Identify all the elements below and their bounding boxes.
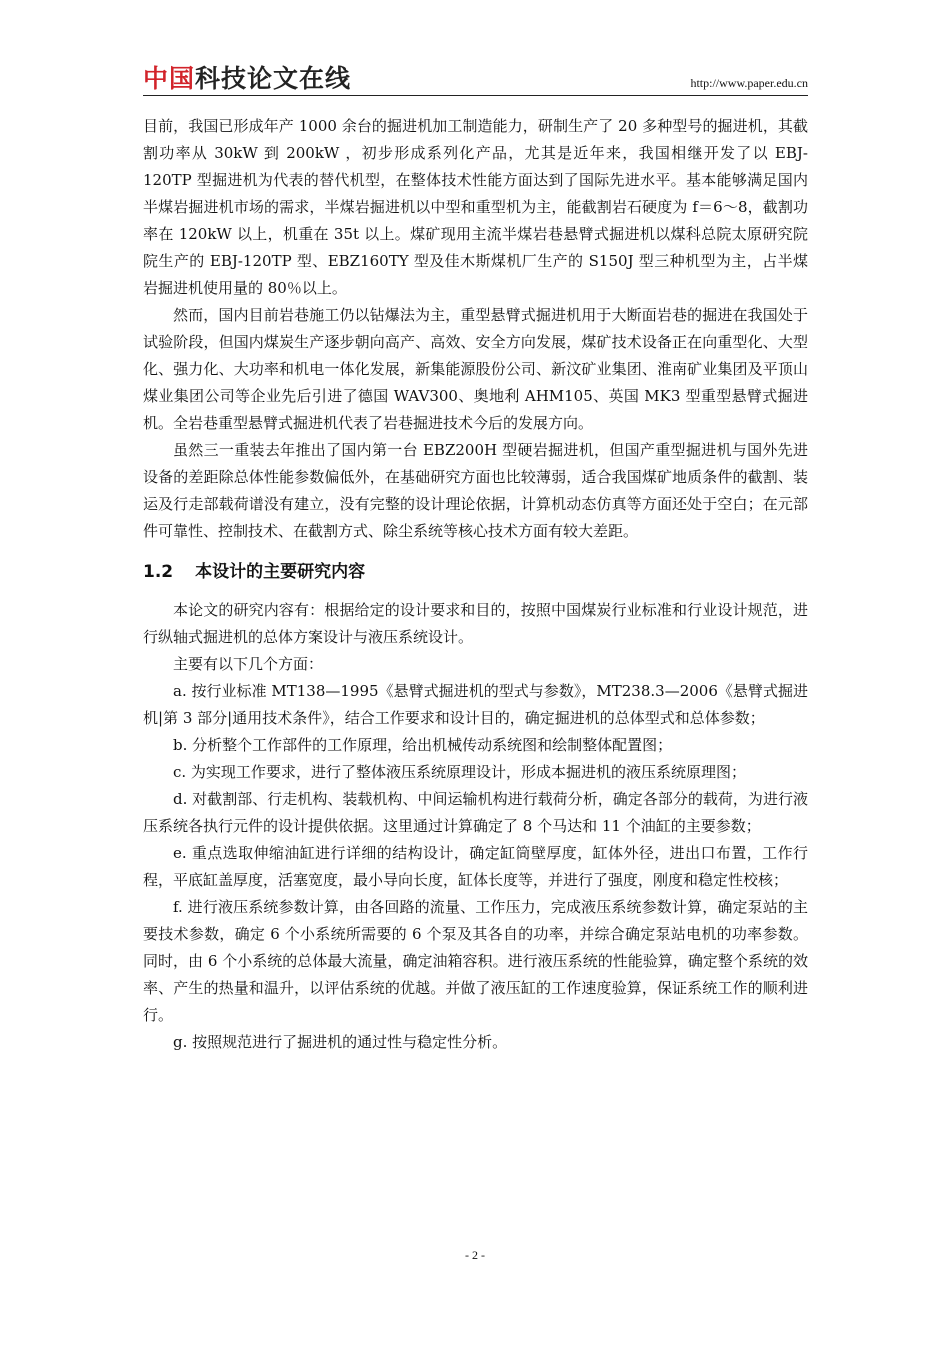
- page-number: - 2 -: [465, 1248, 485, 1262]
- section-title: 本设计的主要研究内容: [195, 562, 366, 582]
- list-item-e: e. 重点选取伸缩油缸进行详细的结构设计，确定缸筒壁厚度，缸体外径，进出口布置，工作行程，平底缸盖厚度，活塞宽度，最小导向长度，缸体长度等，并进行了强度，刚度和稳定性校核；: [143, 844, 808, 889]
- body-paragraph: 虽然三一重装去年推出了国内第一台 EBZ200H 型硬岩掘进机，但国产重型掘进机与国外先进设备的差距除总体性能参数偏低外，在基础研究方面也比较薄弱，适合我国煤矿地质条件的截割、装运及行走部载荷谱没有建立，没有完整的设计理论依据，计算机动态仿真等方面还处于空白；在元部件可靠性、控制技术、在截割方式、除尘系统等核心技术方面有较大差距。: [143, 441, 808, 540]
- document-body: [143, 113, 808, 1056]
- body-paragraph: 然而，国内目前岩巷施工仍以钻爆法为主，重型悬臂式掘进机用于大断面岩巷的掘进在我国处于试验阶段，但国内煤炭生产逐步朝向高产、高效、安全方向发展，煤矿技术设备正在向重型化、大型化、强力化、大功率和机电一体化发展，新集能源股份公司、新汶矿业集团、淮南矿业集团及平顶山煤业集团公司等企业先后引进了德国 WAV300、奥地利 AHM105、英国 MK3 型重型悬臂式掘进机。全岩巷重型悬臂式掘进机代表了岩巷掘进技术今后的发展方向。: [143, 306, 808, 432]
- header-divider: [143, 95, 808, 96]
- list-item-a: a. 按行业标准 MT138—1995《悬臂式掘进机的型式与参数》，MT238.3—2006《悬臂式掘进机|第 3 部分|通用技术条件》，结合工作要求和设计目的，确定掘进机的总体型式和总体参数；: [143, 682, 808, 727]
- site-logo[interactable]: [143, 64, 351, 94]
- logo-text-sci-tech-paper-online: 科技论文在线: [195, 64, 352, 93]
- section-number: 1.2: [143, 562, 174, 582]
- list-item-c: c. 为实现工作要求，进行了整体液压系统原理设计，形成本掘进机的液压系统原理图；: [173, 763, 746, 781]
- list-item-d: d. 对截割部、行走机构、装载机构、中间运输机构进行载荷分析，确定各部分的载荷，为进行液压系统各执行元件的设计提供依据。这里通过计算确定了 8 个马达和 11 个油缸的主要参数；: [143, 790, 808, 835]
- logo-text-china: 中国: [143, 64, 196, 93]
- section-heading: [143, 559, 808, 585]
- section-paragraph: 主要有以下几个方面：: [173, 655, 324, 673]
- list-item-b: b. 分析整个工作部件的工作原理，给出机械传动系统图和绘制整体配置图；: [173, 736, 673, 754]
- list-item-f: f. 进行液压系统参数计算，由各回路的流量、工作压力，完成液压系统参数计算，确定泵站的主要技术参数，确定 6 个小系统所需要的 6 个泵及其各自的功率，并综合确定泵站电机的功率参数。同时，由 6 个小系统的总体最大流量，确定油箱容积。进行液压系统的性能验算，确定整个系统的效率、产生的热量和温升，以评估系统的优越。并做了液压缸的工作速度验算，保证系统工作的顺利进行。: [143, 898, 808, 1024]
- site-url[interactable]: http://www.paper.edu.cn: [690, 76, 808, 90]
- section-paragraph: 本论文的研究内容有：根据给定的设计要求和目的，按照中国煤炭行业标准和行业设计规范，进行纵轴式掘进机的总体方案设计与液压系统设计。: [143, 601, 808, 646]
- page-header: [143, 62, 808, 96]
- body-paragraph: 目前，我国已形成年产 1000 余台的掘进机加工制造能力，研制生产了 20 多种型号的掘进机，其截割功率从 30kW 到 200kW ，初步形成系列化产品，尤其是近年来，我国相继开发了以 EBJ-120TP 型掘进机为代表的替代机型，在整体技术性能方面达到了国际先进水平。基本能够满足国内半煤岩掘进机市场的需求，半煤岩掘进机以中型和重型机为主，能截割岩石硬度为 f＝6～8，截割功率在 120kW 以上，机重在 35t 以上。煤矿现用主流半煤岩巷悬臂式掘进机以煤科总院太原研究院院生产的 EBJ-120TP 型、EBZ160TY 型及佳木斯煤机厂生产的 S150J 型三种机型为主，占半煤岩掘进机使用量的 80％以上。: [143, 117, 808, 297]
- list-item-g: g. 按照规范进行了掘进机的通过性与稳定性分析。: [173, 1033, 508, 1051]
